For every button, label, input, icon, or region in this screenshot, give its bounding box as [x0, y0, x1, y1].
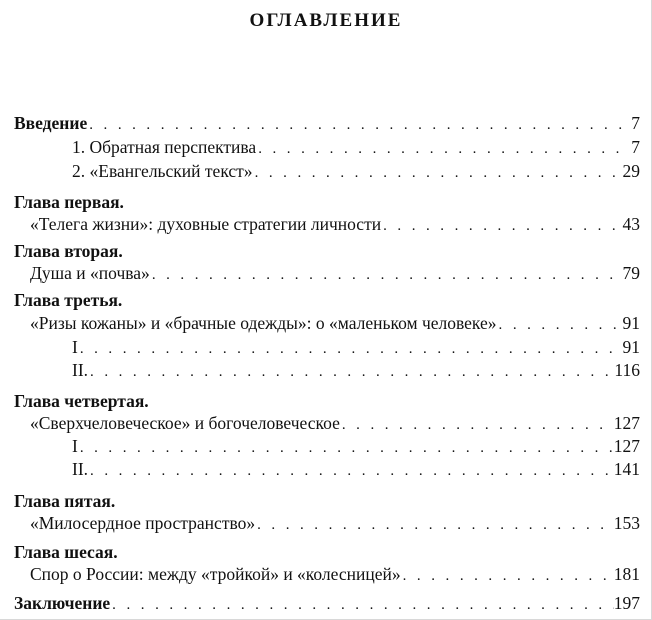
toc-entry-label: Душа и «почва»	[30, 263, 150, 283]
toc-entry-chapter-2[interactable]	[30, 262, 640, 286]
toc-entry-intro-2[interactable]	[72, 160, 640, 184]
toc-entry-chapter-5[interactable]	[30, 512, 640, 536]
toc-entry-page: 127	[613, 436, 640, 456]
chapter-1-heading: Глава первая.	[14, 192, 124, 212]
toc-entry-conclusion[interactable]	[14, 592, 640, 616]
toc-entry-page: 153	[613, 513, 640, 533]
chapter-3-heading: Глава третья.	[14, 290, 123, 310]
toc-entry-page: 7	[631, 113, 640, 133]
toc-entry-page: 197	[613, 593, 640, 613]
dot-leader	[90, 460, 614, 482]
toc-entry-chapter-1[interactable]	[30, 213, 640, 237]
toc-entry-label: I	[72, 436, 78, 456]
toc-entry-intro-1[interactable]	[72, 136, 640, 160]
toc-entry-chapter-3-part-2[interactable]	[72, 359, 640, 383]
page-title: ОГЛАВЛЕНИЕ	[249, 10, 403, 31]
toc-entry-page: 181	[613, 564, 640, 584]
dot-leader	[80, 338, 623, 360]
toc-entry-label: 2. «Евангельский текст»	[72, 161, 253, 181]
dot-leader	[499, 314, 623, 336]
dot-leader	[257, 514, 614, 536]
dot-leader	[403, 565, 614, 587]
toc-entry-chapter-3[interactable]	[30, 312, 640, 336]
toc-entry-page: 127	[613, 413, 640, 433]
toc-entry-label: «Милосердное пространство»	[30, 513, 256, 533]
chapter-2-heading: Глава вторая.	[14, 241, 123, 261]
dot-leader	[80, 437, 614, 459]
toc-entry-label: Введение	[14, 113, 88, 133]
toc-entry-chapter-3-part-1[interactable]	[72, 336, 640, 360]
toc-entry-page: 43	[622, 214, 640, 234]
chapter-6-heading: Глава шесая.	[14, 542, 118, 562]
toc-entry-label: I	[72, 337, 78, 357]
toc-entry-label: II.	[72, 360, 89, 380]
toc-entry-label: Спор о России: между «тройкой» и «колесницей»	[30, 564, 401, 584]
dot-leader	[255, 162, 623, 184]
dot-leader	[89, 114, 631, 136]
dot-leader	[152, 264, 623, 286]
toc-entry-intro[interactable]	[14, 112, 640, 136]
dot-leader	[90, 361, 614, 383]
toc-entry-label: Заключение	[14, 593, 111, 613]
toc-entry-page: 116	[614, 360, 640, 380]
toc-entry-chapter-6[interactable]	[30, 563, 640, 587]
toc-entry-page: 7	[631, 137, 640, 157]
dot-leader	[342, 414, 614, 436]
toc-entry-page: 29	[622, 161, 640, 181]
dot-leader	[258, 138, 631, 160]
chapter-4-heading: Глава четвертая.	[14, 391, 149, 411]
toc-entry-page: 141	[613, 459, 640, 479]
toc-entry-label: «Ризы кожаны» и «брачные одежды»: о «маленьком человеке»	[30, 313, 497, 333]
toc-entry-page: 91	[622, 337, 640, 357]
toc-entry-label: II.	[72, 459, 89, 479]
toc-entry-label: «Телега жизни»: духовные стратегии личности	[30, 214, 382, 234]
chapter-5-heading: Глава пятая.	[14, 491, 116, 511]
toc-entry-chapter-4-part-1[interactable]	[72, 435, 640, 459]
toc-entry-chapter-4[interactable]	[30, 412, 640, 436]
toc-entry-chapter-4-part-2[interactable]	[72, 458, 640, 482]
dot-leader	[112, 594, 614, 616]
toc-entry-label: 1. Обратная перспектива	[72, 137, 257, 157]
toc-entry-label: «Сверхчеловеческое» и богочеловеческое	[30, 413, 340, 433]
dot-leader	[383, 215, 622, 237]
toc-entry-page: 79	[622, 263, 640, 283]
toc-entry-page: 91	[622, 313, 640, 333]
